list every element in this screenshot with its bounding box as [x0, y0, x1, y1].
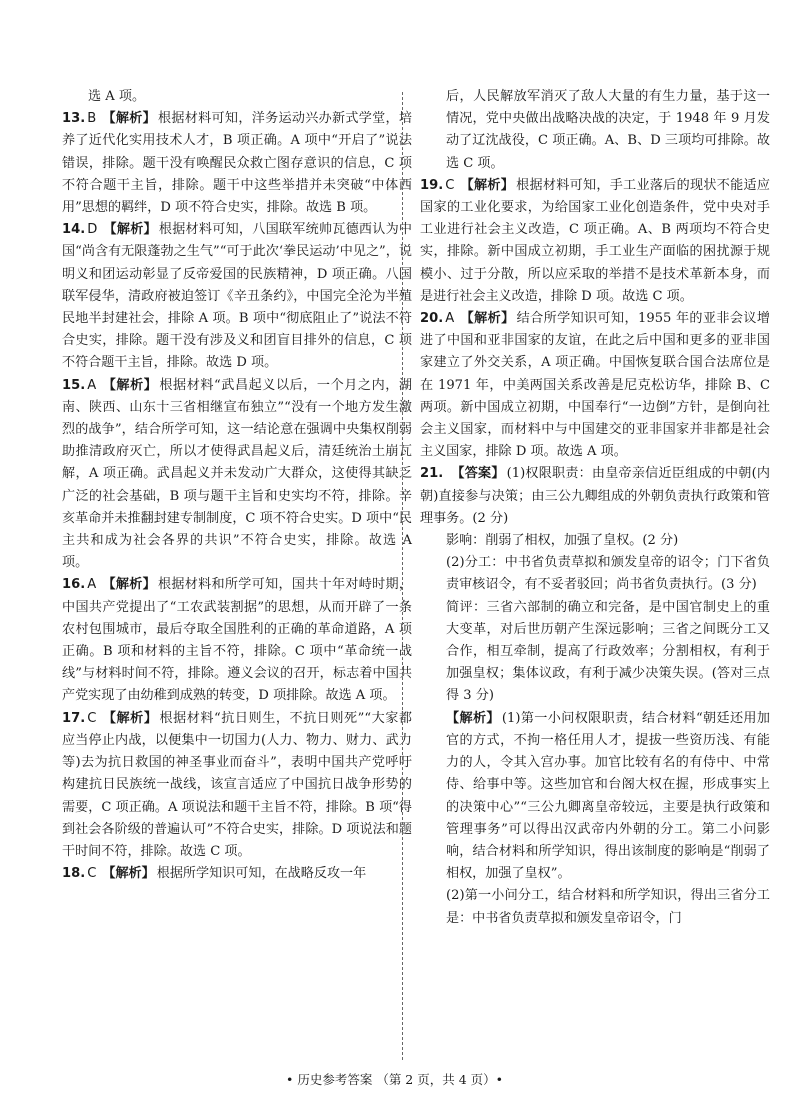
answer-explanation: 根据材料“武昌起义以后，一个月之内，湖南、陕西、山东十三省相继宣布独立”“没有一个地方发生激烈的战争”，结合所学可知，这一结论意在强调中央集权削弱助推清政府灭亡，所以才使得武昌起义后，清廷统治土崩瓦解，A 项正确。武昌起义并未发动广大群众，这使得其缺乏广泛的社会基础，B 项与题干主旨和史实均不符，排除。辛亥革命并未推翻封建专制制度，C 项不符合史实。D 项中“民主共和成为社会各界的共识”不符合史实，排除。故选 A 项。 — [62, 377, 412, 571]
answer-letter: C — [87, 710, 97, 726]
question-number: 13. — [62, 111, 86, 127]
answer-item — [62, 375, 412, 575]
answer-letter: C — [87, 866, 97, 882]
answer-item — [62, 219, 412, 374]
q21-part1: (1)权限职责：由皇帝亲信近臣组成的中朝(内朝)直接参与决策；由三公九卿组成的外朝负责执行政策和管理事务。(2 分) — [420, 466, 771, 526]
answer-item — [420, 175, 770, 308]
answer-explanation: 结合所学知识可知，1955 年的亚非会议增进了中国和亚非国家的友谊，在此之后中国和更多的亚非国家建立了外交关系，A 项正确。中国恢复联合国合法席位是在 1971 年，中美两国关系改善是尼克松访华，排除 B、C 两项。新中国成立初期，中国奉行“一边倒”方针，是倒向社会主义国家，而材料中与中国建交的亚非国家并非都是社会主义国家，排除 D 项。故选 A 项。 — [420, 311, 771, 460]
analysis-label: 【解析】 — [102, 577, 156, 593]
question-number: 16. — [62, 577, 86, 593]
answer-item — [420, 308, 770, 463]
analysis-label: 【解析】 — [102, 377, 158, 393]
q21-part6: (2)第一小问分工，结合材料和所学知识，得出三省分工是：中书省负责草拟和颁发皇帝诏令，门 — [446, 888, 770, 926]
answer-item — [62, 574, 412, 707]
answer-explanation: 根据材料和所学可知，国共十年对峙时期，中国共产党提出了“工农武装割据”的思想，从而开辟了一条农村包围城市，最后夺取全国胜利的正确的革命道路，A 项正确。B 项和材料的主旨不符，排除。C 项中“革命统一战线”与材料时间不符，排除。遵义会议的召开，标志着中国共产党实现了由幼稚到成熟的转变，D 项排除。故选 A 项。 — [62, 577, 413, 704]
left-column — [62, 86, 412, 885]
answer-letter: C — [445, 177, 455, 193]
analysis-label: 【解析】 — [102, 710, 158, 726]
question-number: 17. — [62, 710, 86, 726]
answer-explanation: 根据材料可知，洋务运动兴办新式学堂，培养了近代化实用技术人才，B 项正确。A 项中“开启了”说法错误，排除。题干没有唤醒民众救亡图存意识的信息，C 项不符合题干主旨，排除。题干中这些举措并未突破“中体西用”思想的羁绊，D 项不符合史实，排除。故选 B 项。 — [62, 111, 413, 216]
answer-letter: A — [87, 577, 97, 593]
right-answer-list — [420, 175, 770, 464]
answer-letter: D — [87, 222, 98, 238]
analysis-label: 【解析】 — [460, 177, 515, 193]
right-carryover-text: 后，人民解放军消灭了敌人大量的有生力量，基于这一情况，党中央做出战略决战的决定，于 1948 年 9 月发动了辽沈战役，C 项正确。A、B、D 三项均可排除。故选 C 项。 — [446, 89, 770, 171]
left-answer-list — [62, 108, 412, 885]
answer-key-label: 【答案】 — [451, 466, 505, 482]
answer-letter: B — [87, 111, 97, 127]
page-footer: • 历史参考答案 （第 2 页，共 4 页）• — [286, 1072, 503, 1087]
analysis-label: 【解析】 — [102, 111, 157, 127]
analysis-label: 【解析】 — [102, 866, 155, 882]
question-number: 19. — [420, 177, 444, 193]
answer-letter: A — [445, 311, 455, 327]
answer-explanation: 根据材料“抗日则生，不抗日则死”“大家都应当停止内战，以便集中一切国力(人力、物力、财力、武力等)去为抗日救国的神圣事业而奋斗”，表明中国共产党呼吁构建抗日民族统一战线，该宣言适应了中国抗日战争形势的需要，C 项正确。A 项说法和题干主旨不符，排除。B 项“得到社会各阶级的普遍认可”不符合史实，排除。D 项说法和题干时间不符，排除。故选 C 项。 — [62, 710, 412, 859]
column-divider — [402, 92, 403, 1060]
answer-explanation: 根据所学知识可知，在战略反攻一年 — [156, 866, 367, 882]
answer-letter: A — [87, 377, 97, 393]
question-21 — [420, 463, 770, 929]
q21-part2: 影响：削弱了相权，加强了皇权。(2 分) — [446, 533, 679, 549]
right-column — [420, 86, 770, 930]
answer-explanation: 根据材料可知，手工业落后的现状不能适应国家的工业化要求，为给国家工业化创造条件，党中央对手工业进行社会主义改造，C 项正确。A、B 两项均不符合史实，排除。新中国成立初期，手工业生产面临的困扰源于规模小、过于分散，所以应采取的举措不是技术革新本身，而是进行社会主义改造，排除 D 项。故选 C 项。 — [420, 177, 771, 304]
answer-item — [62, 108, 412, 219]
question-number: 15. — [62, 377, 86, 393]
answer-item — [62, 708, 412, 863]
answer-item — [62, 863, 412, 885]
analysis-label: 【解析】 — [460, 311, 515, 327]
question-number: 18. — [62, 866, 86, 882]
q21-part5: (1)第一小问权限职责，结合材料“朝廷还用加官的方式，不拘一格任用人才，提拔一些资历浅、有能力的人，令其入宫办事。加官比较有名的有侍中、中常侍、给事中等。这些加官和台阁大权在握，形成事实上的决策中心”“三公九卿离皇帝较远，主要是执行政策和管理事务”可以得出汉武帝内外朝的分工。第二小问影响，结合材料和所学知识，得出该制度的影响是“削弱了相权，加强了皇权”。 — [446, 710, 770, 882]
question-number: 21. — [420, 466, 444, 482]
q21-part4: 简评：三省六部制的确立和完备，是中国官制史上的重大变革，对后世历朝产生深远影响；三省之间既分工又合作，相互牵制，提高了行政效率；分割相权，有利于加强皇权；集体议政，有利于减少决策失误。(答对三点得 3 分) — [446, 599, 770, 704]
answer-explanation: 根据材料可知，八国联军统帅瓦德西认为中国“尚含有无限蓬勃之生气”“可于此次‘拳民运动’中见之”，说明义和团运动彰显了反帝爱国的民族精神，D 项正确。八国联军侵华，清政府被迫签订《辛丑条约》，中国完全沦为半殖民地半封建社会，排除 A 项。B 项中“彻底阻止了”说法不符合史实，排除。题干没有涉及义和团盲目排外的信息，C 项不符合题干主旨，排除。故选 D 项。 — [62, 222, 413, 371]
question-number: 20. — [420, 311, 444, 327]
question-number: 14. — [62, 222, 86, 238]
q21-part3: (2)分工：中书省负责草拟和颁发皇帝的诏令；门下省负责审核诏令，有不妥者驳回；尚书省负责执行。(3 分) — [446, 555, 770, 593]
analysis-label: 【解析】 — [103, 222, 157, 238]
analysis-label: 【解析】 — [446, 710, 500, 726]
left-carryover-text: 选 A 项。 — [88, 89, 146, 104]
